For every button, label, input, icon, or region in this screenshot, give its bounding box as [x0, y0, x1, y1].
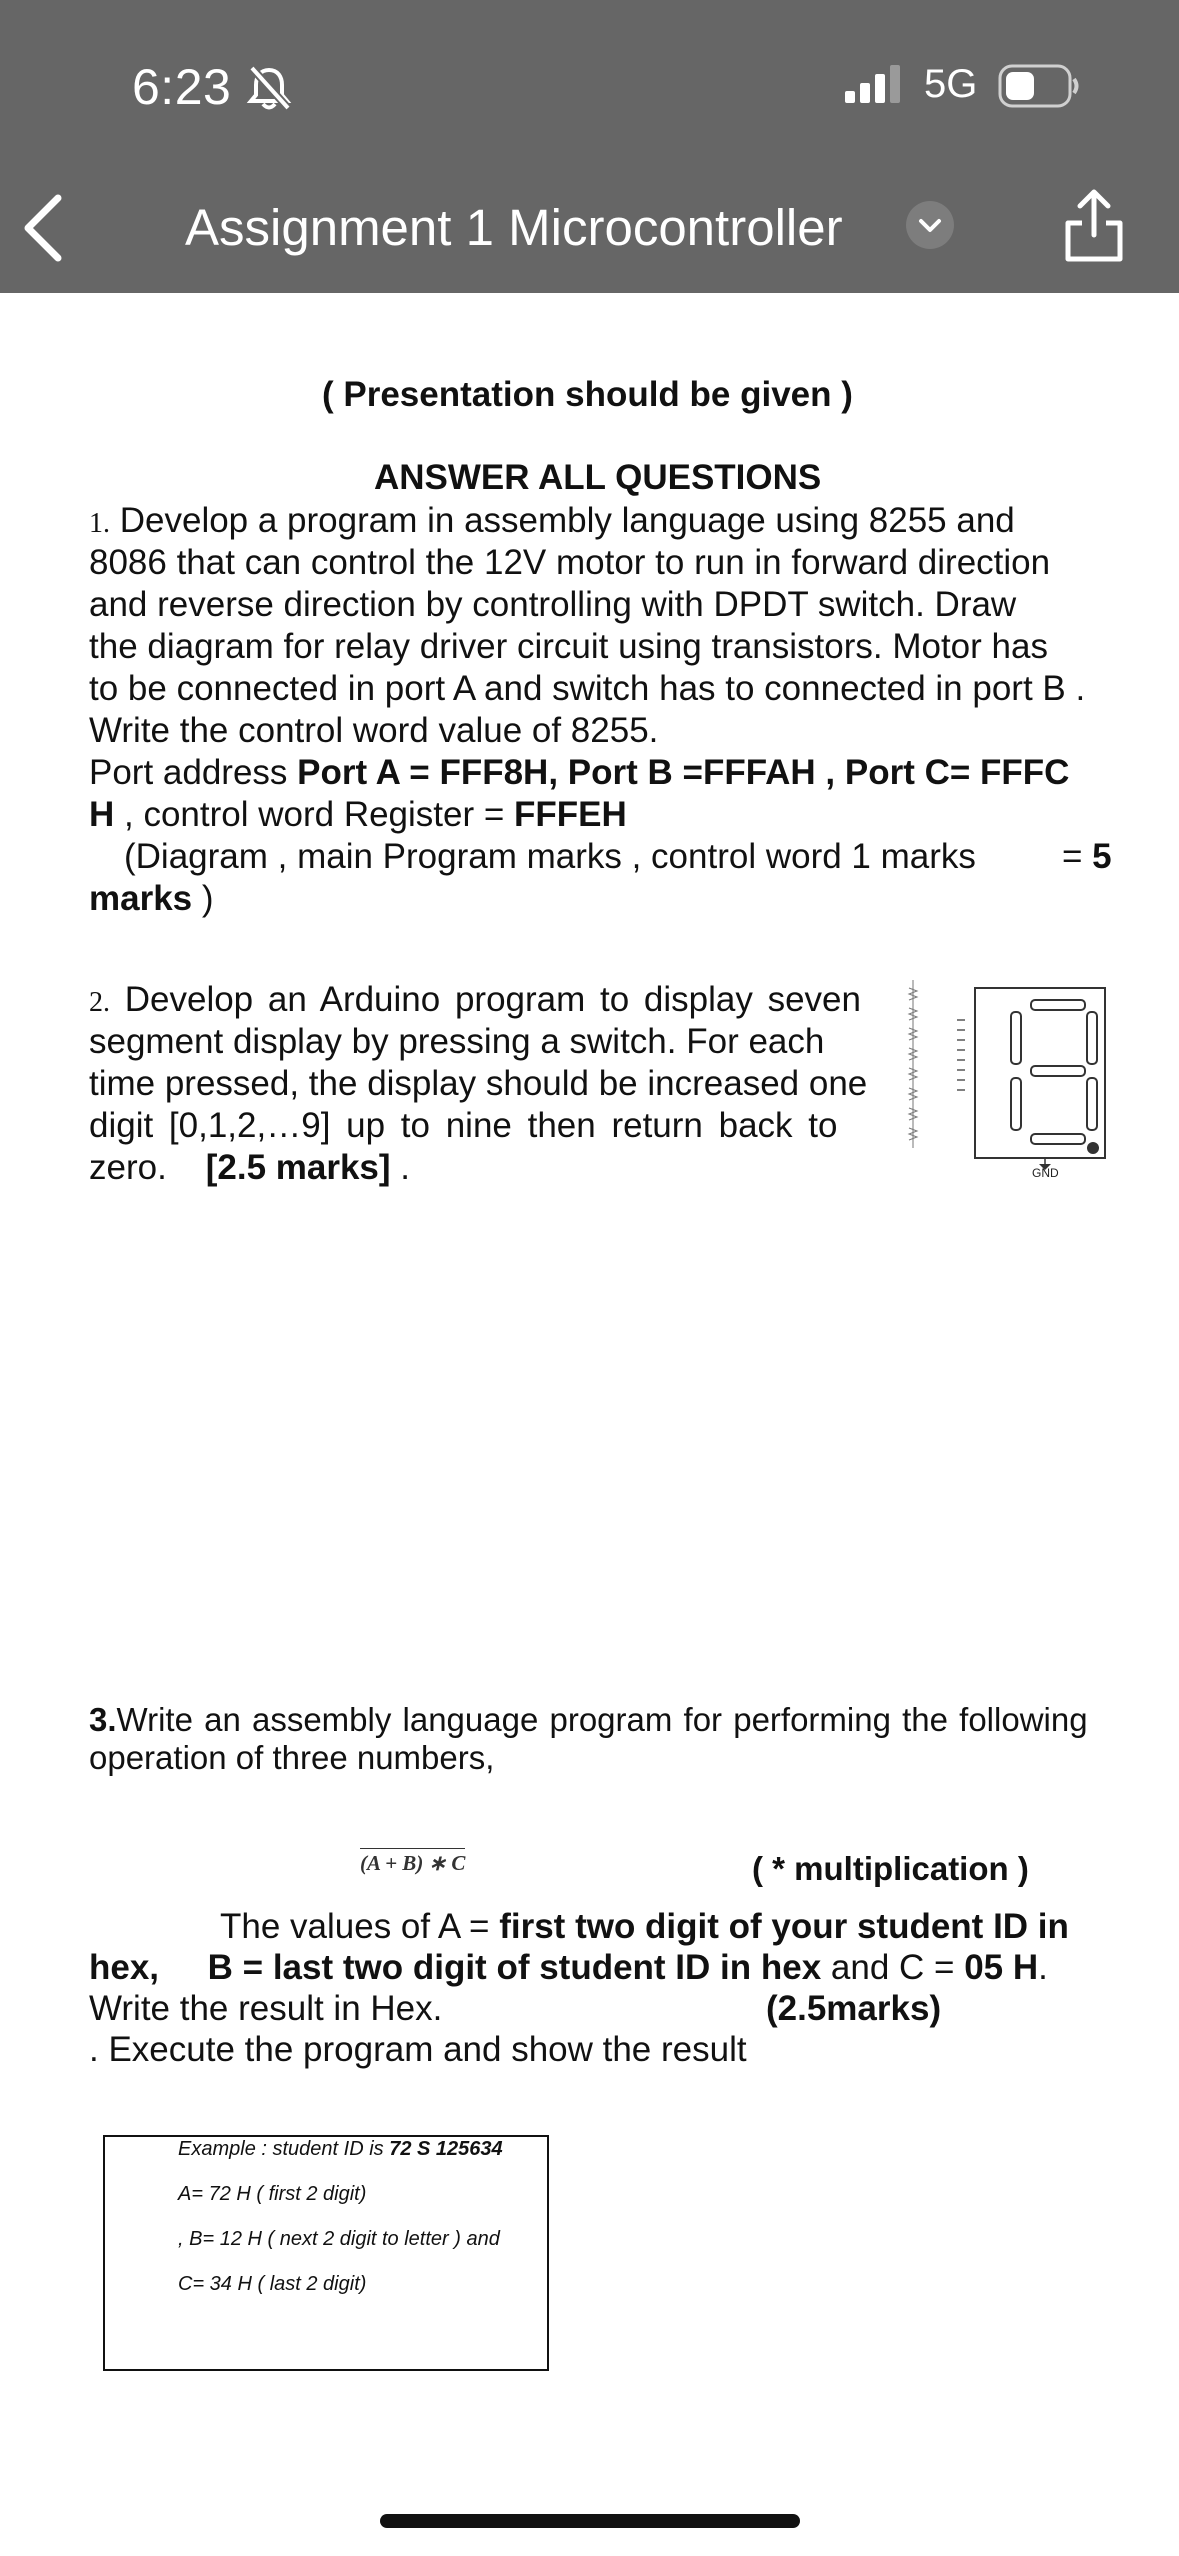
- q3-values-line-2: hex, B = last two digit of student ID in hex and C = 05 H.: [89, 1948, 1048, 1987]
- cellular-signal-icon: [843, 65, 905, 105]
- status-time: 6:23: [132, 59, 232, 115]
- operation-formula: (A + B) ∗ C: [360, 1848, 465, 1876]
- q3-line-1: 3.Write an assembly language program for performing the following: [89, 1701, 1088, 1738]
- q1-control-word: H , control word Register = FFFEH: [89, 795, 627, 834]
- share-icon[interactable]: [1062, 187, 1126, 263]
- q1-number: 1.: [89, 508, 110, 539]
- back-chevron-icon[interactable]: [18, 192, 68, 264]
- gnd-label: GND: [1032, 1166, 1059, 1178]
- example-line-3: , B= 12 H ( next 2 digit to letter ) and: [178, 2228, 500, 2250]
- q1-port-addresses: Port address Port A = FFF8H, Port B =FFFAH , Port C= FFFC: [89, 753, 1070, 792]
- q1-line-6: Write the control word value of 8255.: [89, 711, 659, 750]
- example-line-1: Example : student ID is 72 S 125634: [178, 2138, 503, 2160]
- battery-icon: [998, 64, 1080, 108]
- q2-line-3: time pressed, the display should be increased one: [89, 1064, 868, 1103]
- example-box: [103, 2135, 549, 2371]
- q2-line-1: 2. Develop an Arduino program to display seven: [89, 980, 861, 1019]
- document-title[interactable]: Assignment 1 Microcontroller: [185, 199, 843, 256]
- q2-line-5: zero. [2.5 marks] .: [89, 1148, 410, 1187]
- muted-bell-icon: [246, 64, 292, 112]
- network-type: 5G: [924, 62, 978, 106]
- q1-line-4: the diagram for relay driver circuit using transistors. Motor has: [89, 627, 1048, 666]
- q3-values-line-1: The values of A = first two digit of your student ID in: [220, 1907, 1069, 1946]
- q1-marks-total: = 5: [1062, 837, 1112, 876]
- title-menu-button[interactable]: [906, 201, 954, 249]
- chevron-down-icon: [906, 201, 954, 249]
- home-indicator[interactable]: [380, 2514, 800, 2528]
- q3-marks: (2.5marks): [766, 1989, 942, 2028]
- multiplication-note: ( * multiplication ): [752, 1850, 1029, 1887]
- page-heading: ANSWER ALL QUESTIONS: [374, 458, 822, 497]
- q1-line-2: 8086 that can control the 12V motor to run in forward direction: [89, 543, 1051, 582]
- example-line-2: A= 72 H ( first 2 digit): [178, 2183, 367, 2205]
- seven-segment-diagram: [895, 978, 1110, 1178]
- q3-execute-instruction: . Execute the program and show the result: [89, 2030, 747, 2069]
- q1-line-1: 1. Develop a program in assembly language using 8255 and: [89, 501, 1015, 540]
- q1-marks-end: marks ): [89, 879, 214, 918]
- q2-line-2: segment display by pressing a switch. For each: [89, 1022, 825, 1061]
- q1-line-5: to be connected in port A and switch has to connected in port B .: [89, 669, 1086, 708]
- q3-line-2: operation of three numbers,: [89, 1739, 495, 1776]
- example-line-4: C= 34 H ( last 2 digit): [178, 2273, 367, 2295]
- presentation-note: ( Presentation should be given ): [322, 375, 853, 414]
- top-bar: [0, 0, 1179, 293]
- q3-number: 3.: [89, 1701, 117, 1738]
- q2-number: 2.: [89, 987, 110, 1018]
- q1-line-3: and reverse direction by controlling with DPDT switch. Draw: [89, 585, 1017, 624]
- q3-result-instruction: Write the result in Hex.: [89, 1989, 443, 2028]
- q1-marks-breakdown: (Diagram , main Program marks , control word 1 marks: [124, 837, 976, 876]
- q2-line-4: digit [0,1,2,…9] up to nine then return back to: [89, 1106, 838, 1145]
